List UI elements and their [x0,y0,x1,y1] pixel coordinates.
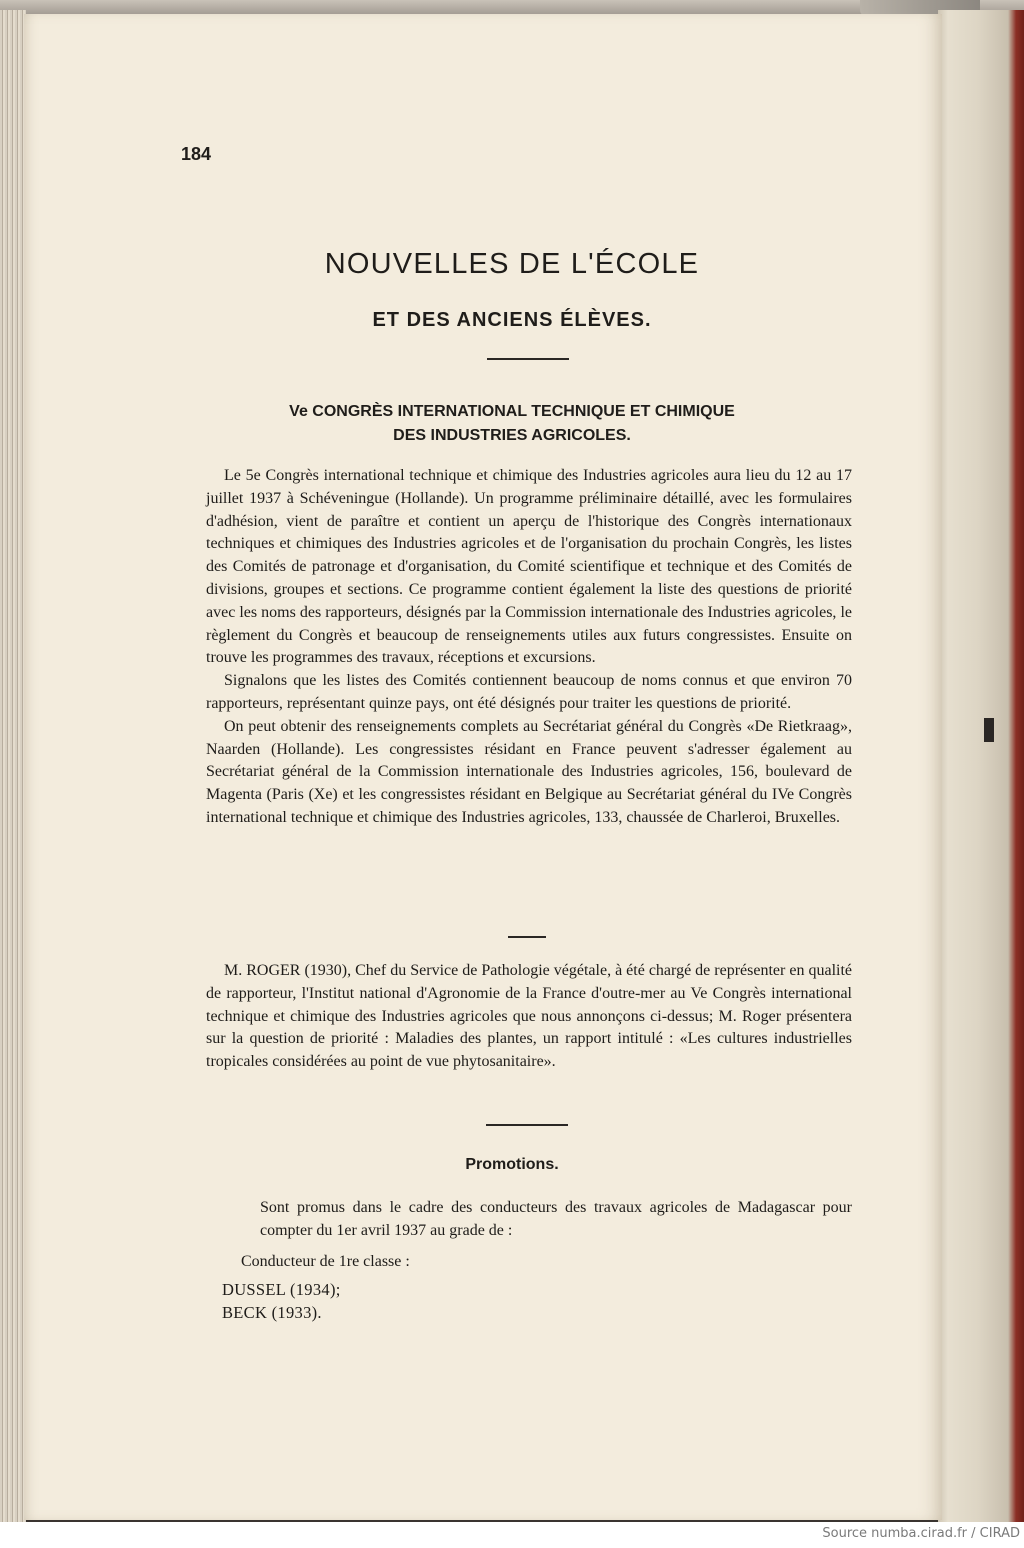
congress-heading-line2: DES INDUSTRIES AGRICOLES. [393,427,631,444]
page-stack-right-edge [938,10,1024,1522]
promotions-heading: Promotions. [465,1156,559,1173]
page-subtitle: ET DES ANCIENS ÉLÈVES. [372,309,652,331]
section-divider-short [508,936,546,938]
roger-article [206,960,852,1074]
bookmark-tab [984,718,994,742]
promotions-intro: Sont promus dans le cadre des conducteurs des travaux agricoles de Madagascar pour compter du 1er avril 1937 au grade de : [260,1199,852,1239]
page-stack-left-edge [0,10,26,1522]
promotions-grade: Conducteur de 1re classe : [241,1253,410,1270]
page-title: NOUVELLES DE L'ÉCOLE [324,248,700,280]
promoted-name: BECK (1933). [222,1303,322,1322]
source-credit: Source numba.cirad.fr / CIRAD [822,1526,1020,1541]
congress-paragraph-2: Signalons que les listes des Comités contiennent beaucoup de noms connus et que environ 70 rapporteurs, représentant quinze pays, ont été désignés pour traiter les questions de priorité. [206,672,852,712]
congress-heading-line1: Ve CONGRÈS INTERNATIONAL TECHNIQUE ET CHIMIQUE [289,403,735,420]
roger-paragraph: M. ROGER (1930), Chef du Service de Pathologie végétale, à été chargé de représenter en qualité de rapporteur, l'Institut national d'Agronomie de la France d'outre-mer au Ve Congrès international technique et chimique des Industries agricoles que nous annonçons ci-dessus; M. Roger présentera sur la question de priorité : Maladies des plantes, un rapport intitulé : «Les cultures industrielles tropicales considérées au point de vue phytosanitaire». [206,962,852,1071]
promoted-name: DUSSEL (1934); [222,1280,341,1299]
title-divider [487,358,569,360]
page-number: 184 [181,144,212,164]
section-divider-long [486,1124,568,1126]
congress-paragraph-1: Le 5e Congrès international technique et chimique des Industries agricoles aura lieu du 12 au 17 juillet 1937 à Schéveningue (Hollande). Un programme préliminaire détaillé, avec les formulaires d'adhésion, vient de paraître et contient un aperçu de l'historique des Congrès internationaux techniques et chimiques des Industries agricoles et de l'organisation du prochain Congrès, les listes des Comités de patronage et d'organisation, du Comité scientifique et technique et des Comités de divisions, groupes et sections. Ce programme contient également la liste des questions de priorité avec les noms des rapporteurs, désignés par la Commission internationale des Industries agricoles, le règlement du Congrès et beaucoup de renseignements utiles aux futurs congressistes. Ensuite on trouve les programmes des travaux, réceptions et excursions. [206,467,852,667]
congress-article [206,465,852,830]
congress-paragraph-3: On peut obtenir des renseignements complets au Secrétariat général du Congrès «De Rietkraag», Naarden (Hollande). Les congressistes résidant en France peuvent s'adresser également au Secrétariat général de la Commission internationale des Industries agricoles, 156, boulevard de Magenta (Paris (Xe) et les congressistes résidant en Belgique au Secrétariat général du IVe Congrès international technique et chimique des Industries agricoles, 133, chaussée de Charleroi, Bruxelles. [206,717,852,826]
